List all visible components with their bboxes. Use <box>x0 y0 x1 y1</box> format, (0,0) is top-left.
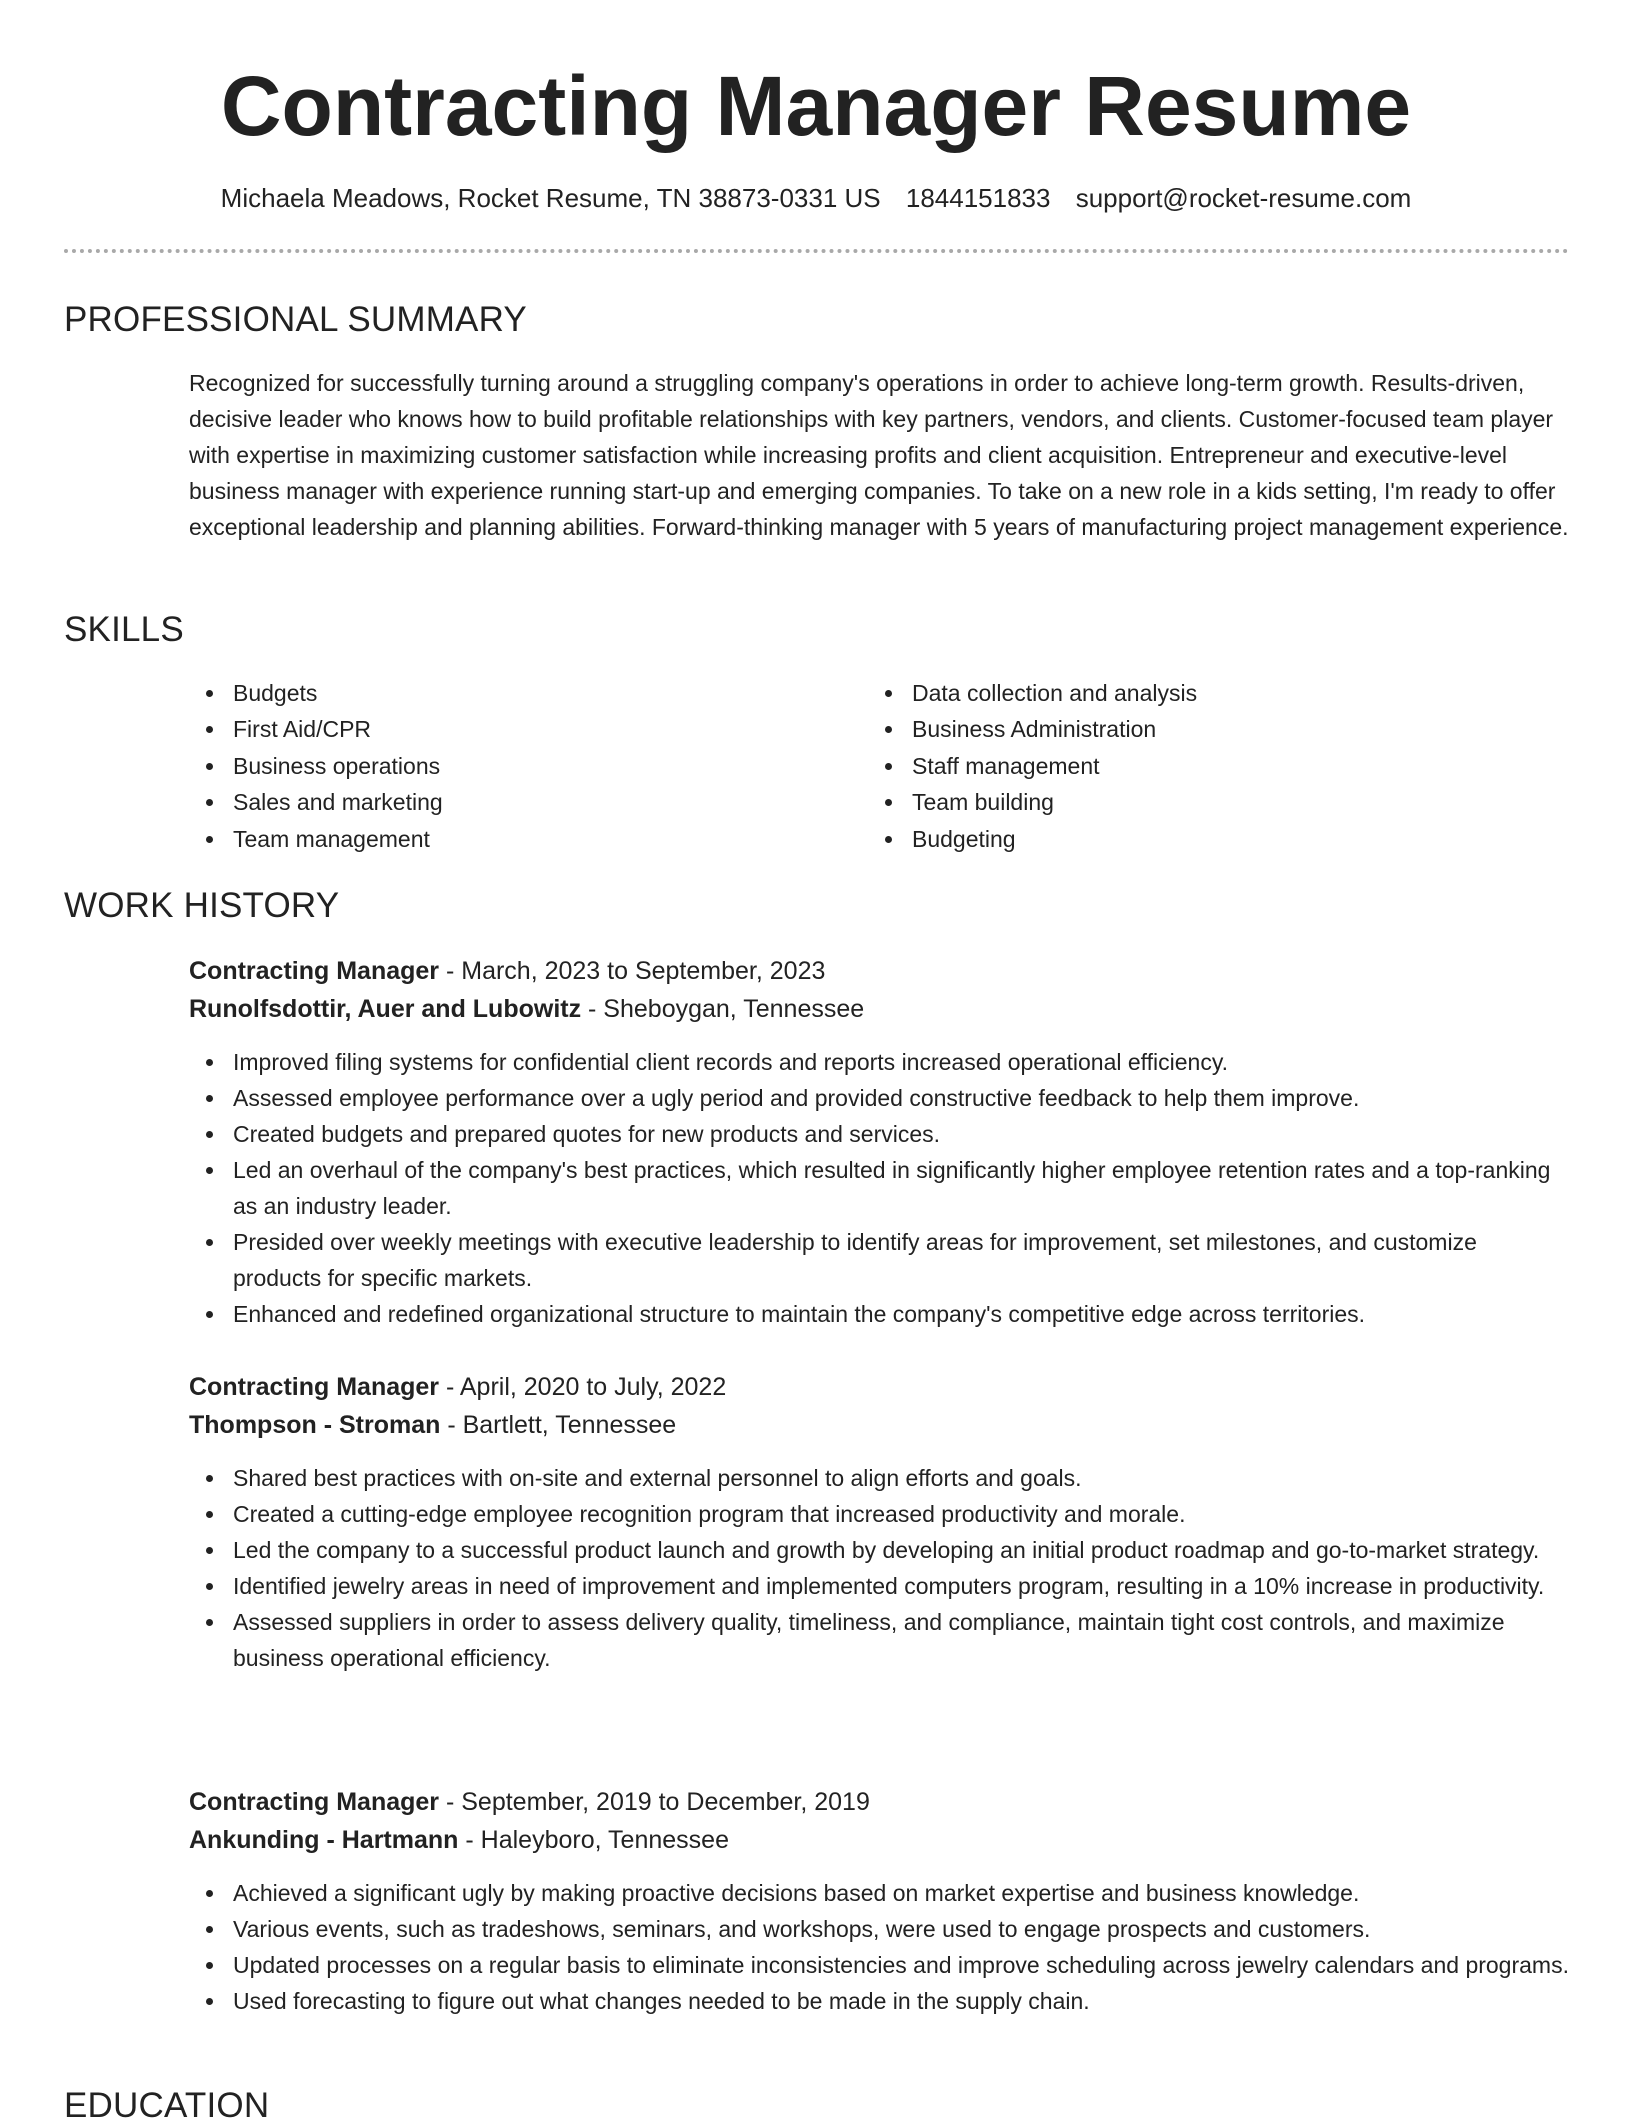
skill-item: First Aid/CPR <box>189 711 829 747</box>
skills-list-left <box>189 675 829 857</box>
job-bullet: Achieved a significant ugly by making proactive decisions based on market expertise and business knowledge. <box>189 1875 1569 1911</box>
job-dates: - March, 2023 to September, 2023 <box>439 957 826 985</box>
section-heading-summary: PROFESSIONAL SUMMARY <box>64 300 527 339</box>
job-entry <box>189 1368 1569 1676</box>
job-location: - Sheboygan, Tennessee <box>581 995 865 1023</box>
job-bullet: Led an overhaul of the company's best practices, which resulted in significantly higher employee retention rates and a top-ranking as an industry leader. <box>189 1152 1569 1224</box>
job-company-line <box>189 1406 1569 1444</box>
contact-address: Michaela Meadows, Rocket Resume, TN 38873-0331 US <box>220 183 881 213</box>
job-company: Thompson - Stroman <box>189 1411 441 1439</box>
job-bullets <box>189 1044 1569 1332</box>
section-heading-skills: SKILLS <box>64 610 184 649</box>
contact-phone: 1844151833 <box>905 183 1051 213</box>
contact-info <box>0 180 1632 216</box>
job-bullet: Led the company to a successful product launch and growth by developing an initial product roadmap and go-to-market strategy. <box>189 1532 1569 1568</box>
summary-text: Recognized for successfully turning around a struggling company's operations in order to achieve long-term growth. Results-driven, decisive leader who knows how to build profitable relationships with key partners, vendors, and clients. Customer-focused team player with expertise in maximizing customer satisfaction while increasing profits and client acquisition. Entrepreneur and executive-level business manager with experience running start-up and emerging companies. To take on a new role in a kids setting, I'm ready to offer exceptional leadership and planning abilities. Forward-thinking manager with 5 years of manufacturing project management experience. <box>189 370 1569 540</box>
section-heading-education: EDUCATION <box>64 2086 270 2125</box>
job-bullet: Updated processes on a regular basis to eliminate inconsistencies and improve scheduling across jewelry calendars and programs. <box>189 1947 1569 1983</box>
job-company-line <box>189 990 1569 1028</box>
job-dates: - April, 2020 to July, 2022 <box>439 1373 727 1401</box>
job-company: Ankunding - Hartmann <box>189 1826 459 1854</box>
contact-email: support@rocket-resume.com <box>1075 183 1412 213</box>
skill-item: Staff management <box>868 748 1508 784</box>
skill-item: Sales and marketing <box>189 784 829 820</box>
job-location: - Bartlett, Tennessee <box>440 1411 677 1439</box>
job-location: - Haleyboro, Tennessee <box>458 1826 729 1854</box>
resume-title: Contracting Manager Resume <box>220 59 1412 153</box>
job-title-line <box>189 1783 1569 1821</box>
skill-item: Budgets <box>189 675 829 711</box>
job-bullet: Identified jewelry areas in need of improvement and implemented computers program, resulting in a 10% increase in productivity. <box>189 1568 1569 1604</box>
job-dates: - September, 2019 to December, 2019 <box>439 1788 870 1816</box>
job-title-line <box>189 952 1569 990</box>
job-bullet: Created a cutting-edge employee recognition program that increased productivity and morale. <box>189 1496 1569 1532</box>
job-company-line <box>189 1821 1569 1859</box>
job-entry <box>189 952 1569 1332</box>
header-divider <box>64 249 1569 253</box>
job-bullets <box>189 1460 1569 1676</box>
job-bullet: Assessed suppliers in order to assess delivery quality, timeliness, and compliance, maintain tight cost controls, and maximize business operational efficiency. <box>189 1604 1569 1676</box>
skill-item: Business operations <box>189 748 829 784</box>
job-bullet: Improved filing systems for confidential client records and reports increased operational efficiency. <box>189 1044 1569 1080</box>
job-bullet: Used forecasting to figure out what changes needed to be made in the supply chain. <box>189 1983 1569 2019</box>
skill-item: Team building <box>868 784 1508 820</box>
job-title: Contracting Manager <box>189 1788 440 1816</box>
job-title: Contracting Manager <box>189 1373 440 1401</box>
job-bullets <box>189 1875 1569 2019</box>
job-company: Runolfsdottir, Auer and Lubowitz <box>189 995 582 1023</box>
skill-item: Budgeting <box>868 821 1508 857</box>
job-bullet: Various events, such as tradeshows, seminars, and workshops, were used to engage prospects and customers. <box>189 1911 1569 1947</box>
skill-item: Business Administration <box>868 711 1508 747</box>
skills-list-right <box>868 675 1508 857</box>
job-bullet: Enhanced and redefined organizational structure to maintain the company's competitive edge across territories. <box>189 1296 1569 1332</box>
job-title: Contracting Manager <box>189 957 440 985</box>
skill-item: Team management <box>189 821 829 857</box>
job-entry <box>189 1783 1569 2019</box>
skill-item: Data collection and analysis <box>868 675 1508 711</box>
job-bullet: Presided over weekly meetings with executive leadership to identify areas for improvement, set milestones, and customize products for specific markets. <box>189 1224 1569 1296</box>
job-bullet: Assessed employee performance over a ugly period and provided constructive feedback to help them improve. <box>189 1080 1569 1116</box>
job-title-line <box>189 1368 1569 1406</box>
section-heading-work-history: WORK HISTORY <box>64 886 340 925</box>
job-bullet: Created budgets and prepared quotes for new products and services. <box>189 1116 1569 1152</box>
job-bullet: Shared best practices with on-site and external personnel to align efforts and goals. <box>189 1460 1569 1496</box>
